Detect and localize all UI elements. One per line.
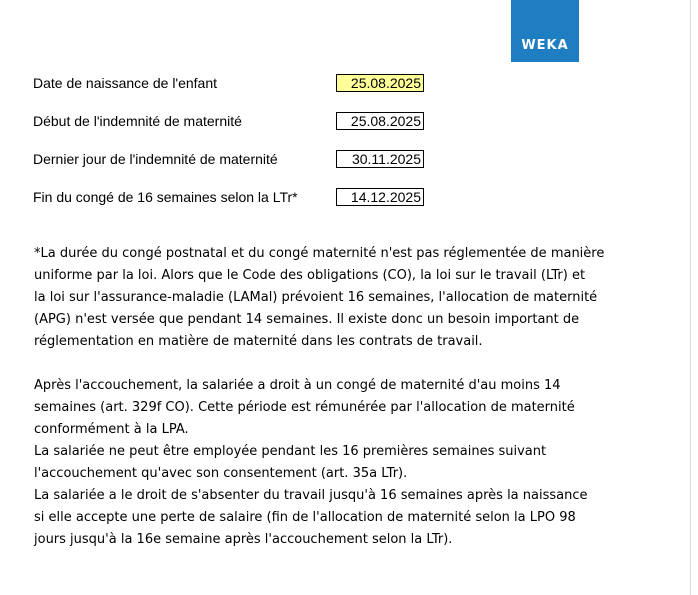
weka-logo — [511, 0, 579, 62]
note-line: réglementation en matière de maternité dans les contrats de travail. — [34, 334, 483, 349]
note-line: si elle accepte une perte de salaire (fin de l'allocation de maternité selon la LPO 98 — [34, 510, 576, 525]
note-line: semaines (art. 329f CO). Cette période est rémunérée par l'allocation de maternité — [34, 400, 575, 415]
leave-end-value: 14.12.2025 — [336, 188, 424, 206]
note-line: la loi sur l'assurance-maladie (LAMal) prévoient 16 semaines, l'allocation de maternité — [34, 290, 598, 305]
note-line: l'accouchement qu'avec son consentement (art. 35a LTr). — [34, 466, 408, 481]
legal-notes — [34, 243, 634, 551]
maternity-start-value: 25.08.2025 — [336, 112, 424, 130]
birth-date-input[interactable]: 25.08.2025 — [336, 74, 424, 92]
note-line: jours jusqu'à la 16e semaine après l'accouchement selon la LTr). — [34, 532, 453, 547]
maternity-last-day-label: Dernier jour de l'indemnité de maternité — [33, 151, 278, 167]
maternity-last-day-value: 30.11.2025 — [336, 150, 424, 168]
sheet-edge-divider — [690, 0, 691, 595]
weka-logo-text: WEKA — [521, 38, 569, 53]
paragraph-gap — [34, 353, 634, 375]
note-line: conformément à la LPA. — [34, 422, 189, 437]
note-line: La salariée ne peut être employée pendant les 16 premières semaines suivant — [34, 444, 547, 459]
note-line: (APG) n'est versée que pendant 14 semaines. Il existe donc un besoin important de — [34, 312, 580, 327]
note-line: *La durée du congé postnatal et du congé maternité n'est pas réglementée de manière — [34, 246, 605, 261]
leave-end-label: Fin du congé de 16 semaines selon la LTr* — [33, 189, 298, 205]
maternity-start-label: Début de l'indemnité de maternité — [33, 113, 242, 129]
note-line: La salariée a le droit de s'absenter du travail jusqu'à 16 semaines après la naissance — [34, 488, 588, 503]
note-line: Après l'accouchement, la salariée a droit à un congé de maternité d'au moins 14 — [34, 378, 561, 393]
birth-date-label: Date de naissance de l'enfant — [33, 75, 218, 91]
note-line: uniforme par la loi. Alors que le Code des obligations (CO), la loi sur le travail (LTr) et — [34, 268, 586, 283]
